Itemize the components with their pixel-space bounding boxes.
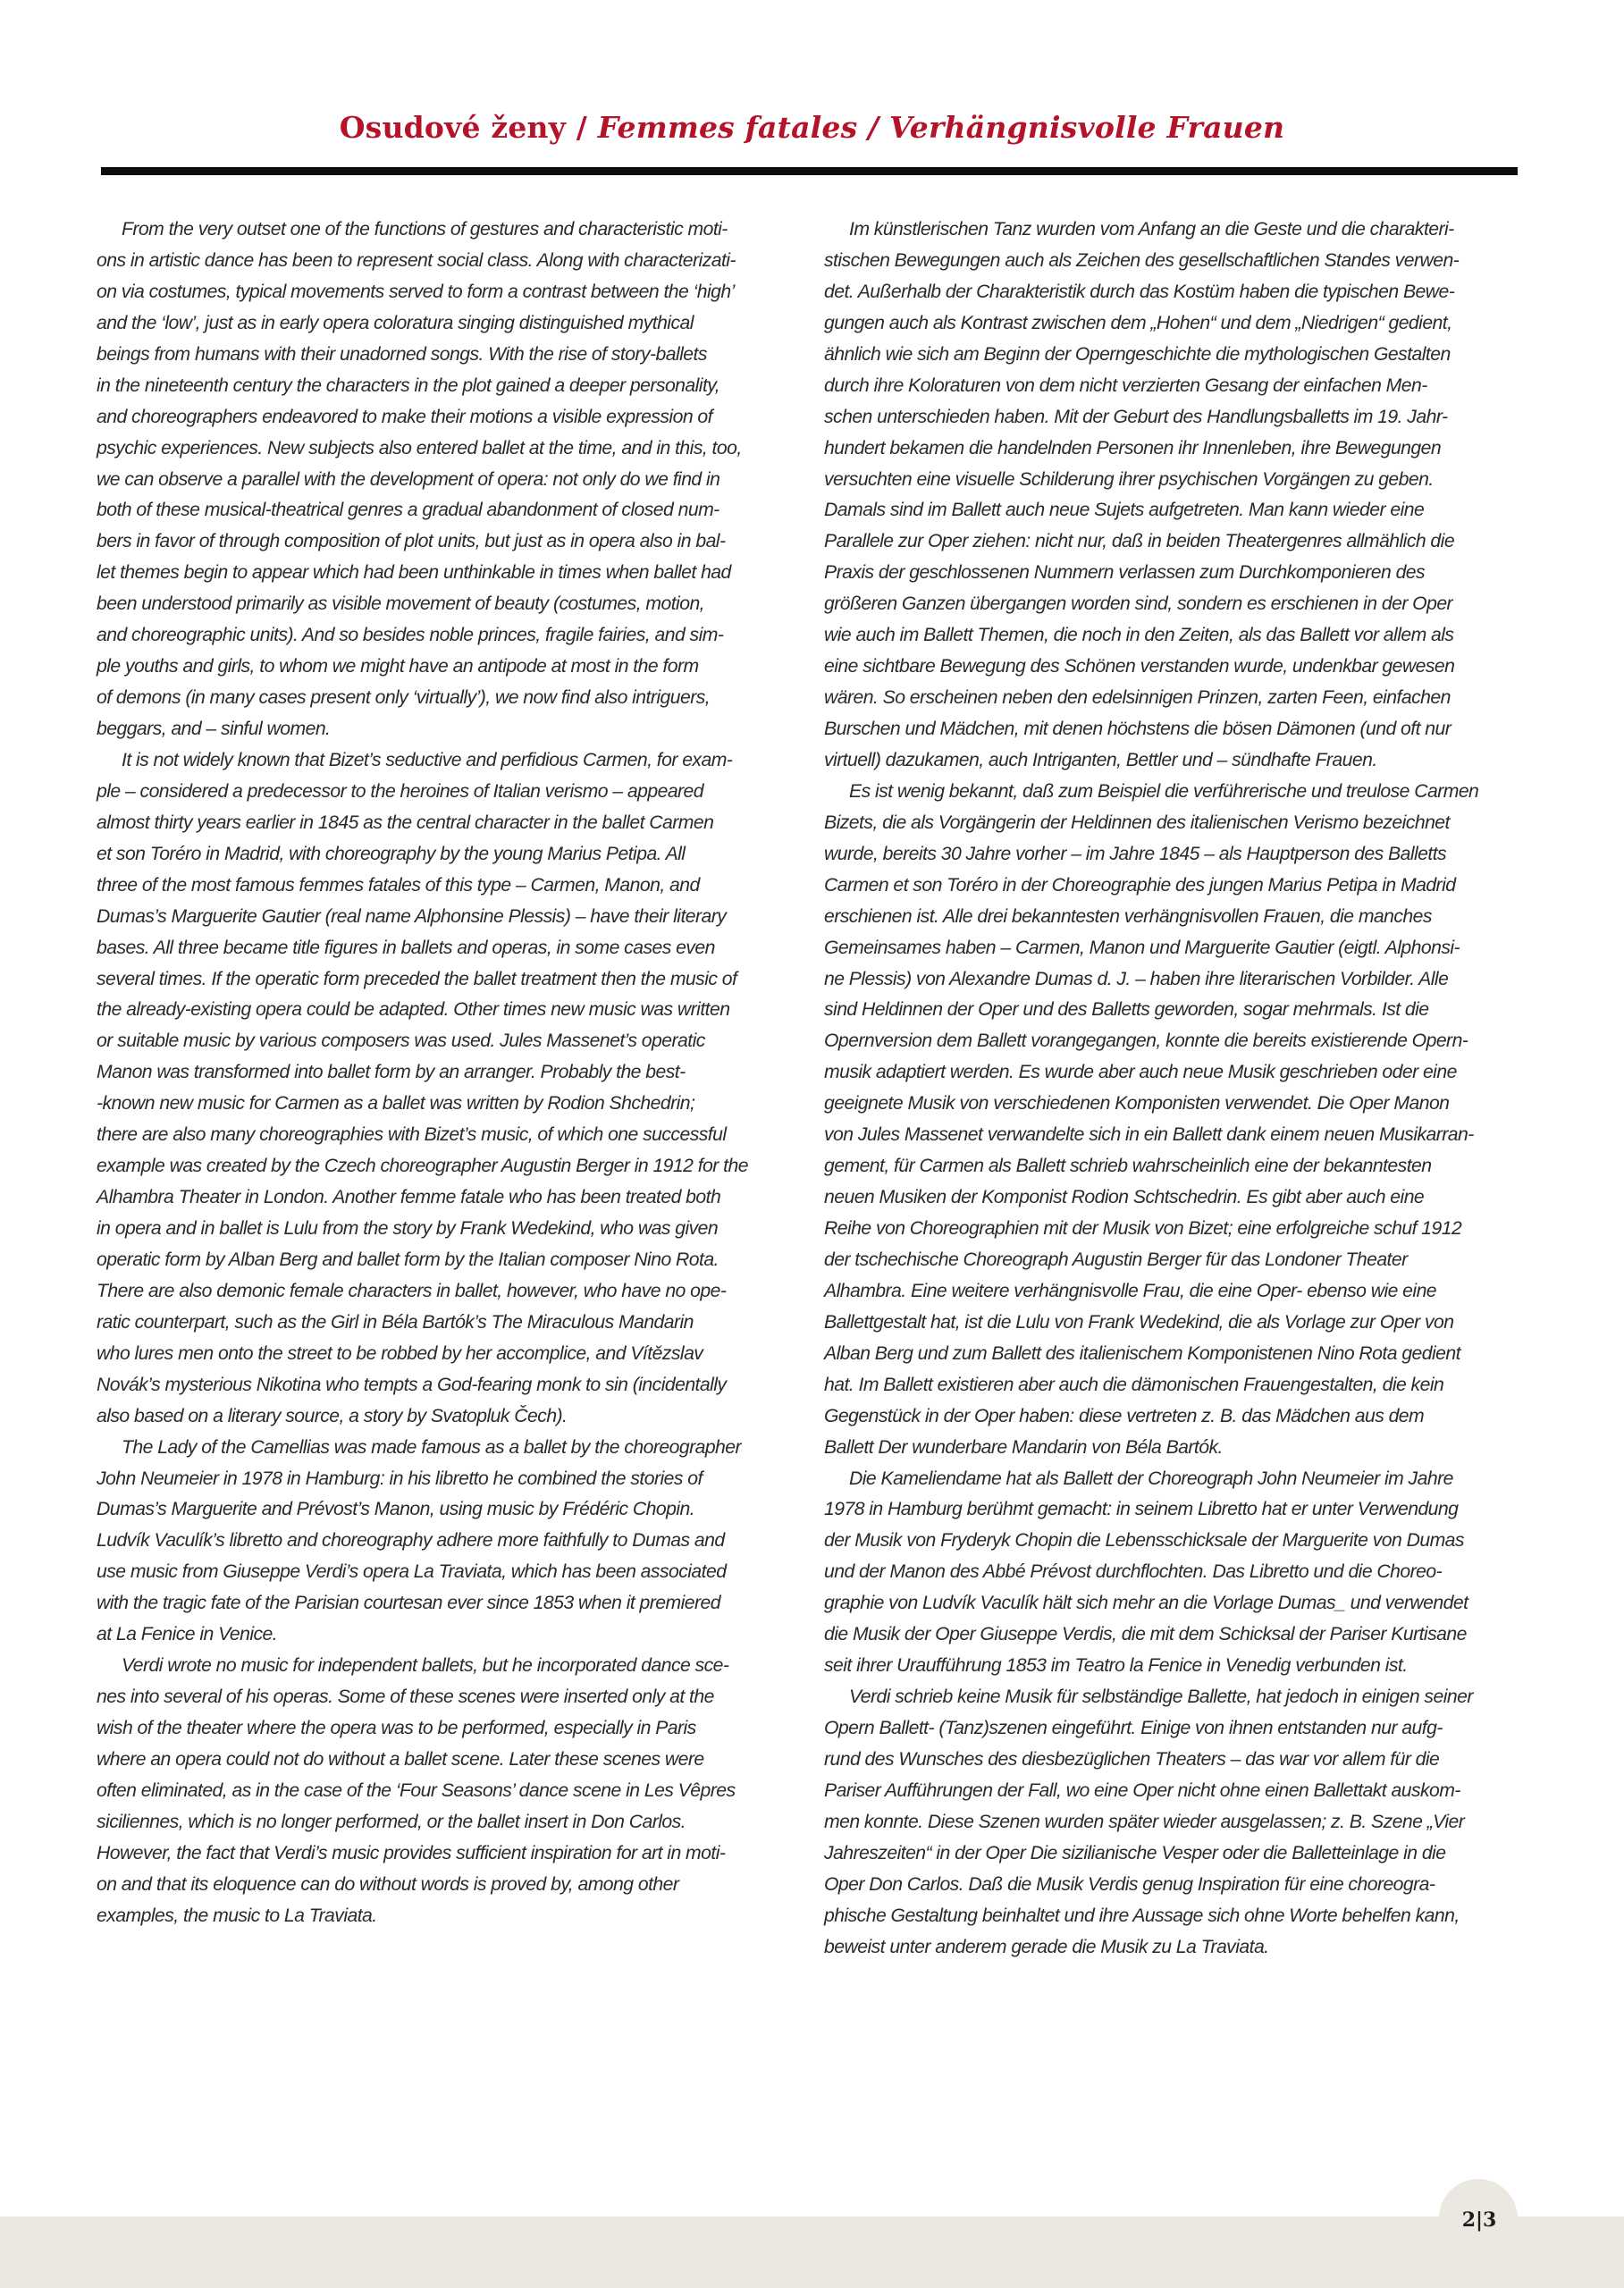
text-line: use music from Giuseppe Verdi’s opera La Traviata, which has been associated	[97, 1561, 727, 1583]
text-line: Ludvík Vaculík’s libretto and choreography adhere more faithfully to Dumas and	[97, 1530, 725, 1552]
text-line: both of these musical-theatrical genres a gradual abandonment of closed num-	[97, 500, 719, 521]
text-line: Gegenstück in der Oper haben: diese vertreten z. B. das Mädchen aus dem	[824, 1405, 1425, 1426]
text-line: die Musik der Oper Giuseppe Verdis, die mit dem Schicksal der Pariser Kurtisane	[824, 1624, 1467, 1645]
text-line: -known new music for Carmen as a ballet was written by Rodion Shchedrin;	[97, 1093, 695, 1115]
text-line: Es ist wenig bekannt, daß zum Beispiel die verführerische und treulose Carmen	[849, 780, 1479, 802]
text-line: Die Kameliendame hat als Ballett der Choreograph John Neumeier im Jahre	[849, 1468, 1453, 1489]
text-line: erschienen ist. Alle drei bekanntesten verhängnisvollen Frauen, die manches	[824, 905, 1432, 927]
text-line: et son Toréro in Madrid, with choreography by the young Marius Petipa. All	[97, 843, 686, 864]
text-line: det. Außerhalb der Charakteristik durch das Kostüm haben die typischen Bewe-	[824, 281, 1455, 302]
page-numbers: 2|3	[1461, 2208, 1497, 2232]
text-line: Praxis der geschlossenen Nummern verlassen zum Durchkomponieren des	[824, 562, 1426, 584]
text-line: in the nineteenth century the characters in the plot gained a deeper personality,	[97, 374, 720, 396]
text-line: Gemeinsames haben – Carmen, Manon und Marguerite Gautier (eigtl. Alphonsi-	[824, 937, 1460, 958]
text-line: ons in artistic dance has been to represent social class. Along with characterizati-	[97, 249, 736, 271]
text-line: durch ihre Koloraturen von dem nicht verzierten Gesang der einfachen Men-	[824, 374, 1427, 396]
text-line: beings from humans with their unadorned songs. With the rise of story-ballets	[97, 343, 707, 365]
text-line: Ballett Der wunderbare Mandarin von Béla Bartók.	[824, 1436, 1223, 1458]
english-column	[97, 214, 789, 1932]
text-line: hundert bekamen die handelnden Personen ihr Innenleben, ihre Bewegungen	[824, 437, 1442, 458]
text-line: Ballettgestalt hat, ist die Lulu von Frank Wedekind, die als Vorlage zur Oper von	[824, 1311, 1454, 1333]
text-line: and the ‘low’, just as in early opera coloratura singing distinguished mythical	[97, 312, 694, 333]
text-line: wurde, bereits 30 Jahre vorher – im Jahre 1845 – als Hauptperson des Balletts	[824, 843, 1447, 864]
text-line: Verdi wrote no music for independent ballets, but he incorporated dance sce-	[122, 1655, 729, 1677]
text-line: nes into several of his operas. Some of these scenes were inserted only at the	[97, 1687, 714, 1708]
text-line: It is not widely known that Bizet’s seductive and perfidious Carmen, for exam-	[122, 749, 733, 770]
text-line: there are also many choreographies with Bizet’s music, of which one successful	[97, 1124, 727, 1146]
title-czech: Osudové ženy /	[339, 110, 598, 145]
text-line: or suitable music by various composers was used. Jules Massenet’s operatic	[97, 1030, 705, 1052]
text-line: often eliminated, as in the case of the ‘Four Seasons’ dance scene in Les Vêpres	[97, 1779, 736, 1801]
text-line: neuen Musiken der Komponist Rodion Schtschedrin. Es gibt aber auch eine	[824, 1187, 1425, 1208]
text-line: on and that its eloquence can do without words is proved by, among other	[97, 1873, 679, 1895]
text-line: geeignete Musik von verschiedenen Komponisten verwendet. Die Oper Manon	[824, 1093, 1450, 1115]
text-line: Alhambra Theater in London. Another femme fatale who has been treated both	[97, 1187, 721, 1208]
text-line: gement, für Carmen als Ballett schrieb wahrscheinlich eine der bekanntesten	[824, 1156, 1432, 1177]
text-line: wish of the theater where the opera was to be performed, especially in Paris	[97, 1718, 696, 1738]
text-line: versuchten eine visuelle Schilderung ihrer psychischen Vorgängen zu geben.	[824, 468, 1434, 490]
text-line: Opern Ballett- (Tanz)szenen eingeführt. Einige von ihnen entstanden nur aufg-	[824, 1718, 1443, 1738]
text-line: Dumas’s Marguerite and Prévost’s Manon, using music by Frédéric Chopin.	[97, 1499, 695, 1520]
text-line: Verdi schrieb keine Musik für selbständige Ballette, hat jedoch in einigen seiner	[849, 1687, 1473, 1708]
text-line: hat. Im Ballett existieren aber auch die dämonischen Frauengestalten, die kein	[824, 1374, 1444, 1395]
text-line: beggars, and – sinful women.	[97, 719, 331, 739]
text-line: several times. If the operatic form preceded the ballet treatment then the music of	[97, 968, 737, 989]
text-line: 1978 in Hamburg berühmt gemacht: in seinem Libretto hat er unter Verwendung	[824, 1499, 1459, 1520]
text-line: stischen Bewegungen auch als Zeichen des gesellschaftlichen Standes verwen-	[824, 249, 1460, 271]
text-line: Carmen et son Toréro in der Choreographie des jungen Marius Petipa in Madrid	[824, 874, 1456, 896]
german-column	[824, 214, 1517, 1964]
text-line: Im künstlerischen Tanz wurden vom Anfang an die Geste und die charakteri-	[849, 219, 1454, 240]
text-line: examples, the music to La Traviata.	[97, 1905, 377, 1926]
text-line: beweist unter anderem gerade die Musik zu La Traviata.	[824, 1936, 1269, 1957]
text-line: and choreographers endeavored to make their motions a visible expression of	[97, 406, 712, 427]
text-line: Opernversion dem Ballett vorangegangen, konnte die bereits existierende Opern-	[824, 1030, 1468, 1052]
text-line: ratic counterpart, such as the Girl in Béla Bartók’s The Miraculous Mandarin	[97, 1311, 694, 1333]
text-line: siciliennes, which is no longer performed, or the ballet insert in Don Carlos.	[97, 1811, 686, 1832]
title-french-german: Femmes fatales / Verhängnisvolle Frauen	[597, 110, 1285, 145]
text-line: John Neumeier in 1978 in Hamburg: in his libretto he combined the stories of	[97, 1468, 703, 1489]
text-line: Burschen und Mädchen, mit denen höchstens die bösen Dämonen (und oft nur	[824, 719, 1452, 739]
text-line: we can observe a parallel with the development of opera: not only do we find in	[97, 468, 720, 490]
text-line: Oper Don Carlos. Daß die Musik Verdis genug Inspiration für eine choreogra-	[824, 1873, 1435, 1895]
text-line: Reihe von Choreographien mit der Musik von Bizet; eine erfolgreiche schuf 1912	[824, 1218, 1462, 1239]
text-line: sind Heldinnen der Oper und des Balletts geworden, sogar mehrmals. Ist die	[824, 999, 1429, 1021]
text-line: ähnlich wie sich am Beginn der Operngeschichte die mythologischen Gestalten	[824, 343, 1451, 365]
text-line: men konnte. Diese Szenen wurden später wieder ausgelassen; z. B. Szene „Vier	[824, 1811, 1465, 1832]
text-line: psychic experiences. New subjects also entered ballet at the time, and in this, too,	[97, 437, 742, 458]
text-line: let themes begin to appear which had been unthinkable in times when ballet had	[97, 562, 731, 584]
text-line: und der Manon des Abbé Prévost durchflochten. Das Libretto und die Choreo-	[824, 1561, 1443, 1583]
text-line: However, the fact that Verdi’s music provides sufficient inspiration for art in moti-	[97, 1842, 726, 1863]
text-line: who lures men onto the street to be robbed by her accomplice, and Vítězslav	[97, 1342, 703, 1364]
text-line: There are also demonic female characters in ballet, however, who have no ope-	[97, 1280, 727, 1301]
text-line: Manon was transformed into ballet form by an arranger. Probably the best-	[97, 1062, 686, 1083]
text-line: gungen auch als Kontrast zwischen dem „Hohen“ und dem „Niedrigen“ gedient,	[824, 312, 1452, 333]
footer-band	[0, 2216, 1624, 2288]
text-line: the already-existing opera could be adapted. Other times new music was written	[97, 999, 730, 1021]
text-line: From the very outset one of the functions of gestures and characteristic moti-	[122, 219, 728, 240]
text-line: Jahreszeiten“ in der Oper Die sizilianische Vesper oder die Balletteinlage in die	[824, 1842, 1446, 1863]
text-line: almost thirty years earlier in 1845 as the central character in the ballet Carmen	[97, 812, 714, 833]
text-line: Parallele zur Oper ziehen: nicht nur, daß in beiden Theatergenres allmählich die	[824, 531, 1455, 552]
text-line: ple youths and girls, to whom we might have an antipode at most in the form	[97, 656, 699, 677]
text-line: ne Plessis) von Alexandre Dumas d. J. – haben ihre literarischen Vorbilder. Alle	[824, 968, 1449, 989]
header-rule	[101, 167, 1518, 175]
text-line: at La Fenice in Venice.	[97, 1624, 278, 1645]
text-line: Alhambra. Eine weitere verhängnisvolle Frau, die eine Oper- ebenso wie eine	[824, 1280, 1437, 1301]
text-line: von Jules Massenet verwandelte sich in ein Ballett dank einem neuen Musikarran-	[824, 1124, 1474, 1146]
text-line: ple – considered a predecessor to the heroines of Italian verismo – appeared	[97, 780, 704, 802]
text-line: on via costumes, typical movements served to form a contrast between the ‘high’	[97, 281, 735, 302]
text-line: bers in favor of through composition of plot units, but just as in opera also in bal-	[97, 531, 726, 552]
text-line: Bizets, die als Vorgängerin der Heldinnen des italienischen Verismo bezeichnet	[824, 812, 1450, 833]
text-line: The Lady of the Camellias was made famous as a ballet by the choreographer	[122, 1436, 742, 1458]
text-line: where an opera could not do without a ballet scene. Later these scenes were	[97, 1748, 704, 1770]
text-line: virtuell) dazukamen, auch Intriganten, Bettler und – sündhafte Frauen.	[824, 749, 1377, 770]
text-line: eine sichtbare Bewegung des Schönen verstanden wurde, undenkbar gewesen	[824, 656, 1455, 677]
text-line: also based on a literary source, a story by Svatopluk Čech).	[97, 1405, 568, 1426]
text-line: with the tragic fate of the Parisian courtesan ever since 1853 when it premiered	[97, 1593, 720, 1614]
text-line: der Musik von Fryderyk Chopin die Lebensschicksale der Marguerite von Dumas	[824, 1530, 1464, 1552]
text-line: schen unterschieden haben. Mit der Geburt des Handlungsballetts im 19. Jahr-	[824, 406, 1448, 427]
text-line: and choreographic units). And so besides noble princes, fragile fairies, and sim-	[97, 625, 724, 646]
text-line: of demons (in many cases present only ‘virtually’), we now find also intriguers,	[97, 687, 711, 709]
text-line: Novák’s mysterious Nikotina who tempts a God-fearing monk to sin (incidentally	[97, 1374, 727, 1395]
text-line: in opera and in ballet is Lulu from the story by Frank Wedekind, who was given	[97, 1218, 719, 1239]
text-line: phische Gestaltung beinhaltet und ihre Aussage sich ohne Worte behelfen kann,	[824, 1905, 1460, 1926]
text-line: Alban Berg und zum Ballett des italienischem Komponistenen Nino Rota gedient	[824, 1342, 1460, 1364]
text-line: wie auch im Ballett Themen, die noch in den Zeiten, als das Ballett vor allem als	[824, 625, 1454, 646]
text-line: been understood primarily as visible movement of beauty (costumes, motion,	[97, 593, 705, 615]
text-line: größeren Ganzen übergangen worden sind, sondern es erschienen in der Oper	[824, 593, 1453, 615]
text-line: operatic form by Alban Berg and ballet form by the Italian composer Nino Rota.	[97, 1249, 719, 1270]
text-line: Pariser Aufführungen der Fall, wo eine Oper nicht ohne einen Ballettakt auskom-	[824, 1779, 1460, 1801]
text-line: der tschechische Choreograph Augustin Berger für das Londoner Theater	[824, 1249, 1408, 1270]
text-line: bases. All three became title figures in ballets and operas, in some cases even	[97, 937, 715, 958]
text-line: rund des Wunsches des diesbezüglichen Theaters – das war vor allem für die	[824, 1748, 1440, 1770]
text-line: musik adaptiert werden. Es wurde aber auch neue Musik geschrieben oder eine	[824, 1062, 1457, 1083]
text-line: three of the most famous femmes fatales of this type – Carmen, Manon, and	[97, 874, 700, 896]
text-line: Dumas’s Marguerite Gautier (real name Alphonsine Plessis) – have their literary	[97, 905, 727, 927]
text-line: Damals sind im Ballett auch neue Sujets aufgetreten. Man kann wieder eine	[824, 500, 1425, 521]
text-line: wären. So erscheinen neben den edelsinnigen Prinzen, zarten Feen, einfachen	[824, 687, 1451, 709]
page-title	[0, 105, 1624, 150]
text-line: seit ihrer Uraufführung 1853 im Teatro la Fenice in Venedig verbunden ist.	[824, 1655, 1408, 1677]
text-line: graphie von Ludvík Vaculík hält sich mehr an die Vorlage Dumas_ und verwendet	[824, 1593, 1468, 1614]
text-line: example was created by the Czech choreographer Augustin Berger in 1912 for the	[97, 1156, 748, 1177]
